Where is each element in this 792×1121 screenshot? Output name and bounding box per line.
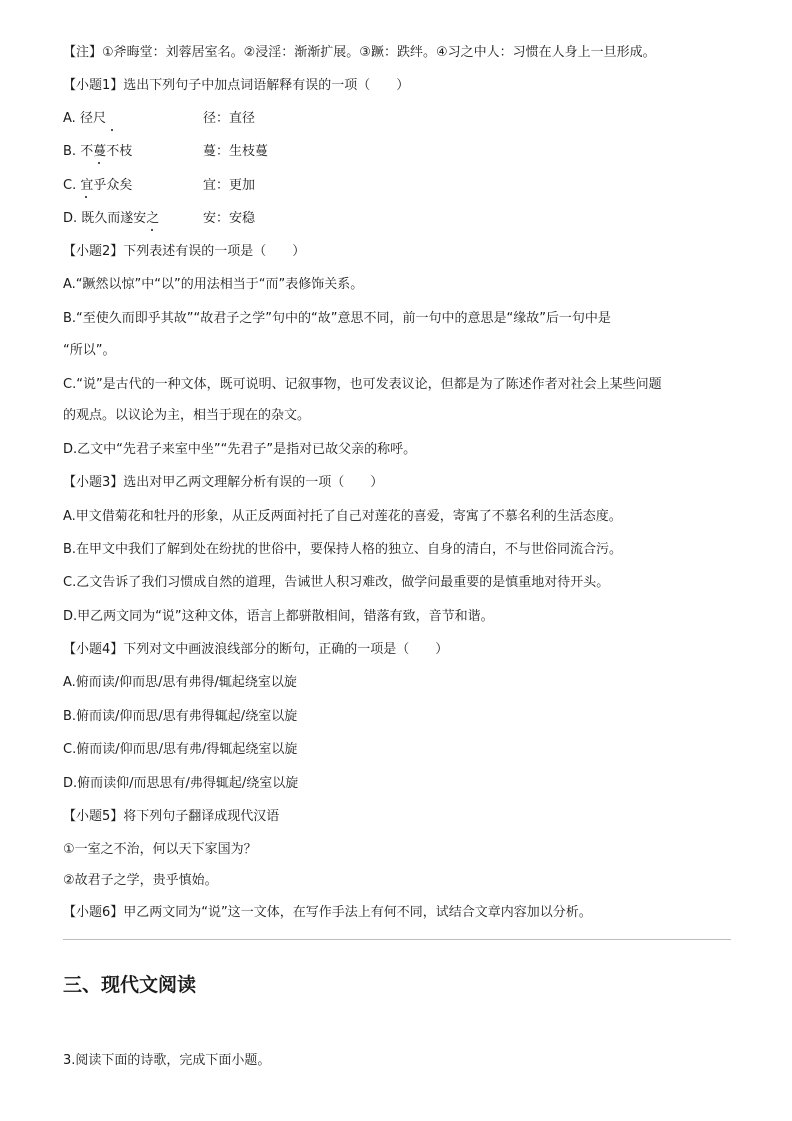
section-divider	[63, 939, 731, 940]
option-label: B.	[63, 144, 77, 159]
question-6-stem: 【小题6】甲乙两文同为“说”这一文体，在写作手法上有何不同，试结合文章内容加以分析。	[63, 905, 592, 920]
question-4-option-b: B.俯而读/仰而思/思有弗得辄起/绕室以旋	[63, 709, 298, 724]
option-label: C.	[63, 178, 77, 193]
question-3-reading-stem: 3.阅读下面的诗歌，完成下面小题。	[63, 1053, 271, 1068]
question-4-stem: 【小题4】下列对文中画波浪线部分的断句，正确的一项是（ ）	[63, 642, 449, 657]
emphasis-dot	[151, 229, 153, 231]
question-3-option-c: C.乙文告诉了我们习惯成自然的道理，告诫世人积习难改，做学问最重要的是慎重地对待开头。	[63, 575, 610, 590]
question-2-option-a: A.“蹶然以惊”中“以”的用法相当于“而”表修饰关系。	[63, 277, 364, 292]
question-1-stem: 【小题1】选出下列句子中加点词语解释有误的一项（ ）	[63, 78, 410, 93]
question-1-option-a	[63, 110, 463, 128]
emphasis-dot	[111, 129, 113, 131]
option-label: D.	[63, 211, 78, 226]
question-2-option-c-line-1: C.“说”是古代的一种文体，既可说明、记叙事物，也可发表议论，但都是为了陈述作者对社会上某些问题	[63, 377, 662, 392]
question-2-option-c-line-2: 的观点。以议论为主，相当于现在的杂文。	[63, 408, 311, 423]
question-5-sentence-2: ②故君子之学，贵乎慎始。	[63, 873, 218, 888]
option-definition: 蔓：生枝蔓	[203, 144, 269, 159]
section-title: 三、现代文阅读	[63, 974, 197, 996]
option-term: 不蔓不枝	[80, 143, 132, 161]
question-2-option-d: D.乙文中“先君子来室中坐”“先君子”是指对已故父亲的称呼。	[63, 442, 417, 457]
question-3-option-a: A.甲文借菊花和牡丹的形象，从正反两面衬托了自己对莲花的喜爱，寄寓了不慕名利的生活态度。	[63, 509, 622, 524]
option-term: 宜乎众矣	[80, 177, 132, 195]
option-label: A.	[63, 111, 76, 126]
question-2-option-b-line-2: “所以”。	[63, 343, 116, 358]
question-4-option-c: C.俯而读/仰而思/思有弗/得辄起绕室以旋	[63, 742, 298, 757]
question-4-option-a: A.俯而读/仰而思/思有弗得/辄起绕室以旋	[63, 675, 297, 690]
annotation-note: 【注】①斧晦堂：刘蓉居室名。②浸淫：渐渐扩展。③蹶：跌绊。④习之中人：习惯在人身上一旦形成。	[63, 45, 656, 60]
emphasis-dot	[98, 162, 100, 164]
question-3-option-b: B.在甲文中我们了解到处在纷扰的世俗中，要保持人格的独立、自身的清白，不与世俗同流合污。	[63, 542, 623, 557]
emphasis-dot	[85, 196, 87, 198]
question-5-sentence-1: ①一室之不治，何以天下家国为？	[63, 842, 257, 857]
question-2-stem: 【小题2】下列表述有误的一项是（ ）	[63, 244, 306, 259]
question-1-option-d	[63, 210, 463, 228]
question-5-stem: 【小题5】将下列句子翻译成现代汉语	[63, 809, 280, 824]
option-term: 既久而遂安之	[81, 210, 159, 228]
option-term: 径尺	[80, 110, 106, 128]
question-3-stem: 【小题3】选出对甲乙两文理解分析有误的一项（ ）	[63, 475, 384, 490]
question-1-option-c	[63, 177, 463, 195]
question-4-option-d: D.俯而读仰/而思思有/弗得辄起/绕室以旋	[63, 776, 299, 791]
question-2-option-b-line-1: B.“至使久而即乎其故”“故君子之学”句中的“故”意思不同，前一句中的意思是“缘故”后一句中是	[63, 311, 611, 326]
option-definition: 径：直径	[203, 111, 256, 126]
question-1-option-b	[63, 143, 463, 161]
option-definition: 宜：更加	[203, 178, 256, 193]
question-3-option-d: D.甲乙两文同为“说”这种文体，语言上都骈散相间，错落有致，音节和谐。	[63, 609, 494, 624]
option-definition: 安：安稳	[203, 211, 256, 226]
